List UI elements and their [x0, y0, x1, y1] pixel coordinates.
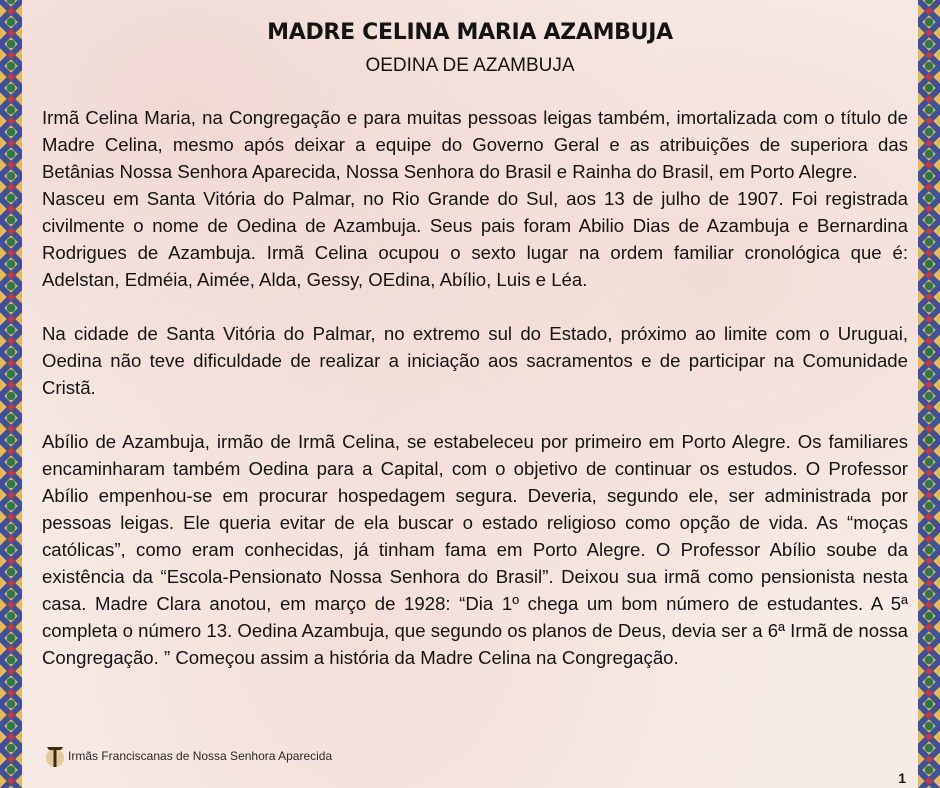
document-title: MADRE CELINA MARIA AZAMBUJA	[267, 20, 673, 45]
right-decorative-border	[918, 0, 940, 788]
organization-name: Irmãs Franciscanas de Nossa Senhora Aparecida	[68, 749, 333, 763]
paragraph-spacer	[42, 401, 908, 428]
tau-cross-icon	[44, 742, 66, 770]
paragraph-birth: Nasceu em Santa Vitória do Palmar, no Rio Grande do Sul, aos 13 de julho de 1907. Foi registrada civilmente o nome de Oedina de Azambuja. Seus pais foram Abilio Dias de Azambuja e Bernardina Rodrigues de Azambuja. Irmã Celina ocupou o sexto lugar na ordem familiar cronológica que é: Adelstan, Edméia, Aimée, Alda, Gessy, OEdina, Abílio, Luis e Léa.	[42, 188, 908, 290]
document-subtitle: OEDINA DE AZAMBUJA	[365, 55, 575, 76]
document-body	[42, 104, 908, 671]
page-number: 1	[898, 770, 906, 786]
paragraph-childhood: Na cidade de Santa Vitória do Palmar, no extremo sul do Estado, próximo ao limite com o Uruguai, Oedina não teve dificuldade de realizar a iniciação aos sacramentos e de participar na Comunidade Cristã.	[42, 323, 908, 398]
paragraph-intro: Irmã Celina Maria, na Congregação e para muitas pessoas leigas também, imortalizada com o título de Madre Celina, mesmo após deixar a equipe do Governo Geral e as atribuições de superiora das Betânias Nossa Senhora Aparecida, Nossa Senhora do Brasil e Rainha do Brasil, em Porto Alegre.	[42, 107, 908, 182]
paragraph-porto-alegre: Abílio de Azambuja, irmão de Irmã Celina, se estabeleceu por primeiro em Porto Alegre. Os familiares encaminharam também Oedina para a Capital, com o objetivo de continuar os estudos. O Professor Abílio empenhou-se em procurar hospedagem segura. Deveria, segundo ele, ser administrada por pessoas leigas. Ele queria evitar de ela buscar o estado religioso como opção de vida. As “moças católicas”, como eram conhecidas, já tinham fama em Porto Alegre. O Professor Abílio soube da existência da “Escola-Pensionato Nossa Senhora do Brasil”. Deixou sua irmã como pensionista nesta casa. Madre Clara anotou, em março de 1928: “Dia 1º chega um bom número de estudantes. A 5ª completa o número 13. Oedina Azambuja, que segundo os planos de Deus, devia ser a 6ª Irmã de nossa Congregação. ” Começou assim a história da Madre Celina na Congregação.	[42, 431, 908, 668]
paragraph-spacer	[42, 293, 908, 320]
left-decorative-border	[0, 0, 22, 788]
footer	[44, 742, 332, 770]
